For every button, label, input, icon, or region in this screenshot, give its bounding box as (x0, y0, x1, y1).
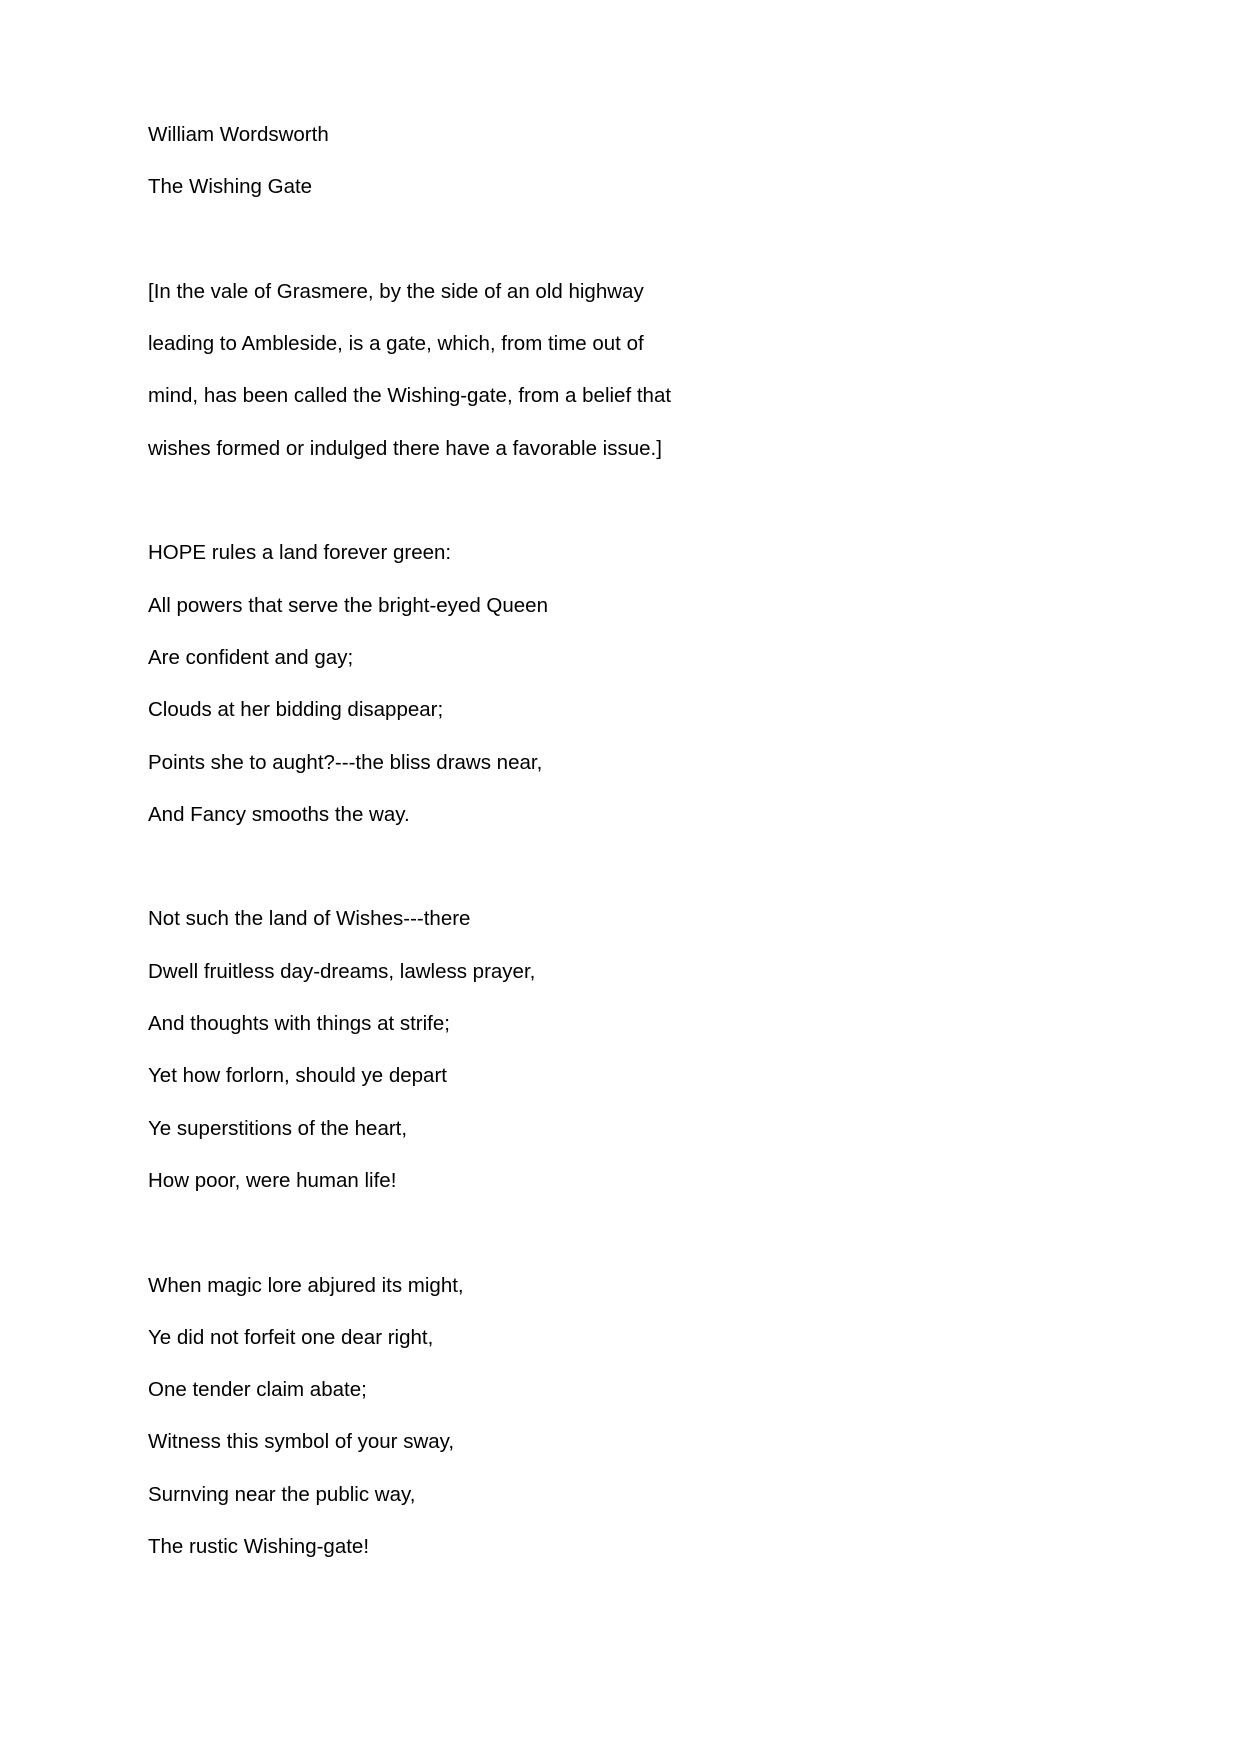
stanza-3-line: Surnving near the public way, (148, 1482, 416, 1506)
stanza-2-line: Yet how forlorn, should ye depart (148, 1064, 447, 1088)
stanza-2-line: Not such the land of Wishes---there (148, 907, 471, 931)
stanza-3-line: The rustic Wishing-gate! (148, 1535, 370, 1559)
epigraph-line: mind, has been called the Wishing-gate, from a belief that (148, 384, 672, 408)
stanza-1-line: All powers that serve the bright-eyed Queen (148, 593, 548, 617)
stanza-1-line: Points she to aught?---the bliss draws near, (148, 750, 543, 774)
stanza-2-line: Dwell fruitless day-dreams, lawless prayer, (148, 959, 536, 983)
stanza-1-line: HOPE rules a land forever green: (148, 541, 452, 565)
stanza-2-line: Ye superstitions of the heart, (148, 1116, 408, 1140)
stanza-1-line: Are confident and gay; (148, 645, 354, 669)
blank-line (148, 214, 1148, 266)
blank-line (148, 475, 1148, 527)
stanza-3-line: One tender claim abate; (148, 1378, 367, 1402)
epigraph-line: wishes formed or indulged there have a favorable issue.] (148, 436, 662, 460)
author-name: William Wordsworth (148, 123, 329, 146)
stanza-2-line: How poor, were human life! (148, 1168, 397, 1192)
stanza-1-line: And Fancy smooths the way. (148, 802, 410, 826)
stanza-3-line: Witness this symbol of your sway, (148, 1430, 455, 1454)
poem-text (148, 109, 1148, 1573)
poem-title: The Wishing Gate (148, 175, 313, 199)
stanza-2-line: And thoughts with things at strife; (148, 1012, 450, 1036)
blank-line (148, 841, 1148, 893)
stanza-3-line: Ye did not forfeit one dear right, (148, 1325, 434, 1349)
stanza-3-line: When magic lore abjured its might, (148, 1273, 464, 1297)
epigraph-line: leading to Ambleside, is a gate, which, from time out of (148, 332, 644, 356)
epigraph-line: [In the vale of Grasmere, by the side of an old highway (148, 279, 644, 303)
blank-line (148, 1207, 1148, 1259)
stanza-1-line: Clouds at her bidding disappear; (148, 698, 444, 722)
